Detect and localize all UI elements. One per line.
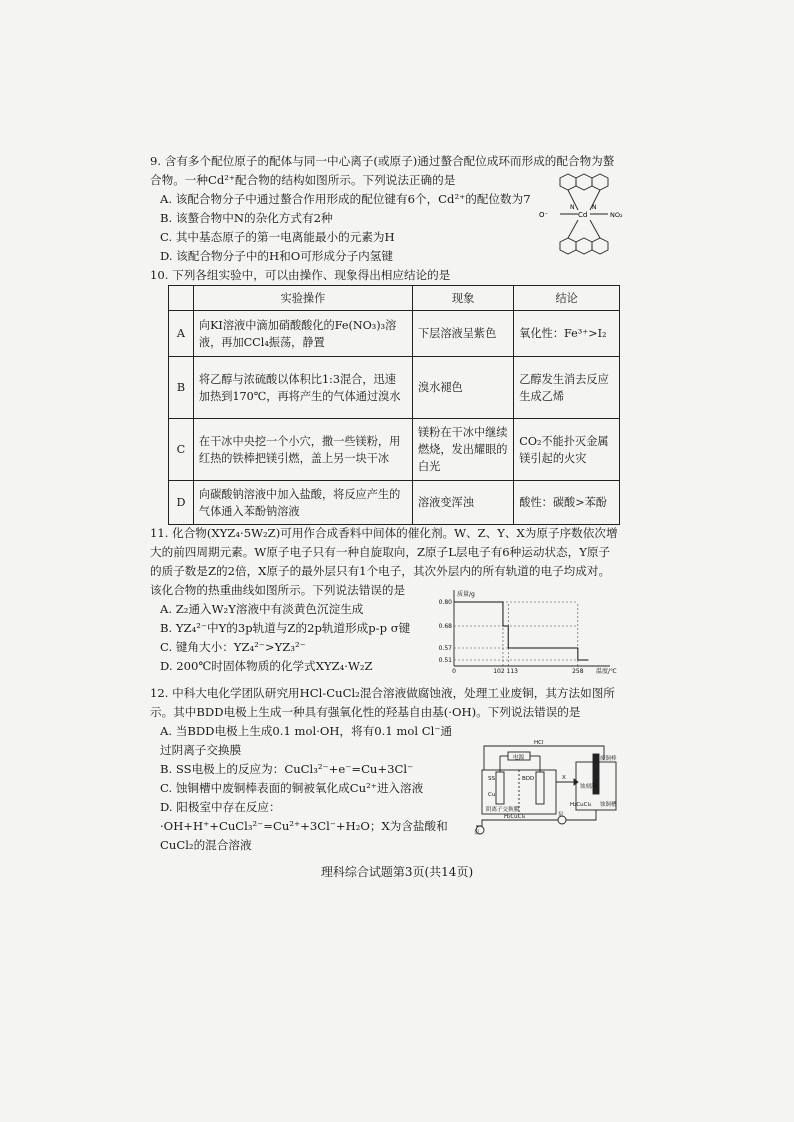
cu-label: Cu xyxy=(488,792,496,798)
row-conclusion: 乙醇发生消去反应生成乙烯 xyxy=(514,357,620,419)
q9-option-b: B. 该螯合物中N的杂化方式有2种 xyxy=(160,211,333,225)
page-footer: 理科综合试题第3页(共14页) xyxy=(320,865,474,879)
q11-option-d: D. 200℃时固体物质的化学式XYZ₄·W₂Z xyxy=(160,659,373,673)
chart-x-tick-label: 113 xyxy=(506,668,518,675)
o-minus-label: O⁻ xyxy=(539,211,549,219)
n-label-1: N xyxy=(570,204,575,211)
etch-liquid-label: 蚀刻液 xyxy=(580,784,597,790)
q12-option-a: A. 当BDD电极上生成0.1 mol·OH，将有0.1 mol Cl⁻通过阴离子交换膜 xyxy=(160,724,453,757)
cd-complex-structure-figure xyxy=(538,170,628,266)
table-header-operation: 实验操作 xyxy=(193,286,412,311)
row-label: B xyxy=(169,357,194,419)
table-header-conclusion: 结论 xyxy=(514,286,620,311)
power-label: 电源 xyxy=(513,755,525,761)
waste-cu-label: 废铜棒 xyxy=(600,756,617,762)
q9-stem: 9. 含有多个配位原子的配体与同一中心离子(或原子)通过螯合配位成环而形成的配合物为螯合物。一种Cd²⁺配合物的结构如图所示。下列说法正确的是 xyxy=(150,154,615,187)
row-label: C xyxy=(169,419,194,481)
chart-series-line xyxy=(454,602,588,660)
table-row xyxy=(169,419,620,481)
chart-x-tick-label: 0 xyxy=(452,668,456,675)
membrane-label: 阴离子交换膜 xyxy=(486,807,520,813)
q12-stem: 12. 中科大电化学团队研究用HCl-CuCl₂混合溶液做腐蚀液，处理工业废铜，其方法如图所示。其中BDD电极上生成一种具有强氧化性的羟基自由基(·OH)。下列说法错误的是 xyxy=(150,686,615,719)
q11-option-a: A. Z₂通入W₂Y溶液中有淡黄色沉淀生成 xyxy=(160,602,364,616)
table-row xyxy=(169,357,620,419)
chart-x-tick-label: 258 xyxy=(572,668,584,675)
chart-y-tick-label: 0.80 xyxy=(438,599,452,606)
q11-option-c: C. 键角大小：YZ₄²⁻>YZ₃²⁻ xyxy=(160,640,306,654)
chart-y-tick-label: 0.68 xyxy=(438,623,452,630)
chart-gridlines xyxy=(454,602,578,666)
bdd-label: BDD xyxy=(522,776,535,782)
h2cucl4-right-label: H₂CuCl₄ xyxy=(570,802,592,808)
x-label: X xyxy=(562,775,566,781)
q12-option-d: D. 阳极室中存在反应：·OH+H⁺+CuCl₃²⁻=Cu²⁺+3Cl⁻+H₂O；X为含盐酸和CuCl₂的混合溶液 xyxy=(160,800,448,852)
n-label-2: N xyxy=(592,204,597,211)
pump-label-2: 泵 xyxy=(474,830,480,836)
q9-option-a: A. 该配合物分子中通过螯合作用形成的配位键有6个，Cd²⁺的配位数为7 xyxy=(160,192,531,206)
no2-label: NO₂ xyxy=(610,211,623,219)
question-10 xyxy=(150,266,620,285)
row-conclusion: 氧化性：Fe³⁺>I₂ xyxy=(514,311,620,357)
row-label: A xyxy=(169,311,194,357)
table-row xyxy=(169,311,620,357)
chart-y-tick-labels xyxy=(439,599,453,664)
chart-x-tick-label: 102 xyxy=(493,668,505,675)
chart-axes xyxy=(454,590,610,666)
row-phenomenon: 溴水褪色 xyxy=(412,357,513,419)
q9-option-d: D. 该配合物分子中的H和O可形成分子内氢键 xyxy=(160,249,393,263)
chart-x-tick-labels xyxy=(452,668,584,675)
chart-y-tick-label: 0.51 xyxy=(438,657,452,664)
etch-tank-label: 蚀铜槽 xyxy=(600,802,617,808)
h2cucl4-left-label: H₂CuCl₄ xyxy=(504,814,526,820)
row-phenomenon: 溶液变浑浊 xyxy=(412,481,513,525)
row-operation: 在干冰中央挖一个小穴，撒一些镁粉，用红热的铁棒把镁引燃，盖上另一块干冰 xyxy=(193,419,412,481)
row-operation: 将乙醇与浓硫酸以体积比1:3混合，迅速加热到170℃，再将产生的气体通过溴水 xyxy=(193,357,412,419)
row-operation: 向碳酸钠溶液中加入盐酸，将反应产生的气体通入苯酚钠溶液 xyxy=(193,481,412,525)
thermogravimetric-chart xyxy=(428,588,624,678)
row-conclusion: CO₂不能扑灭金属镁引起的火灾 xyxy=(514,419,620,481)
experiment-table xyxy=(168,285,620,525)
row-label: D xyxy=(169,481,194,525)
table-row xyxy=(169,481,620,525)
q11-stem: 11. 化合物(XYZ₄·5W₂Z)可用作合成香料中间体的催化剂。W、Z、Y、X为原子序数依次增大的前四周期元素。W原子电子只有一种自旋取向，Z原子L层电子有6种运动状态，Y原子的质子数是Z的2倍，X原子的最外层只有1个电子，其次外层内的所有轨道的电子均成对。该化合物的热重曲线如图所示。下列说法错误的是 xyxy=(150,526,618,597)
hcl-label: HCl xyxy=(534,740,544,746)
row-phenomenon: 下层溶液呈紫色 xyxy=(412,311,513,357)
q9-option-c: C. 其中基态原子的第一电离能最小的元素为H xyxy=(160,230,395,244)
chart-y-tick-label: 0.57 xyxy=(438,645,452,652)
pump-label-1: 泵 xyxy=(558,812,564,818)
q10-stem: 10. 下列各组实验中，可以由操作、现象得出相应结论的是 xyxy=(150,268,451,282)
row-operation: 向KI溶液中滴加硝酸酸化的Fe(NO₃)₃溶液，再加CCl₄振荡，静置 xyxy=(193,311,412,357)
ss-label: SS xyxy=(488,776,495,782)
electrolysis-setup-figure xyxy=(474,740,624,836)
q11-option-b: B. YZ₄²⁻中Y的3p轨道与Z的2p轨道形成p-p σ键 xyxy=(160,621,411,635)
chart-x-axis-label: 温度/℃ xyxy=(596,668,617,675)
row-phenomenon: 镁粉在干冰中继续燃烧，发出耀眼的白光 xyxy=(412,419,513,481)
q12-option-b: B. SS电极上的反应为：CuCl₃²⁻+e⁻=Cu+3Cl⁻ xyxy=(160,762,414,776)
table-header-label xyxy=(169,286,194,311)
cd-label: Cd xyxy=(578,211,588,219)
table-header-row xyxy=(169,286,620,311)
q12-option-c: C. 蚀铜槽中废铜棒表面的铜被氧化成Cu²⁺进入溶液 xyxy=(160,781,424,795)
chart-y-axis-label: 质量/g xyxy=(457,591,475,598)
row-conclusion: 酸性：碳酸>苯酚 xyxy=(514,481,620,525)
table-header-phenomenon: 现象 xyxy=(412,286,513,311)
